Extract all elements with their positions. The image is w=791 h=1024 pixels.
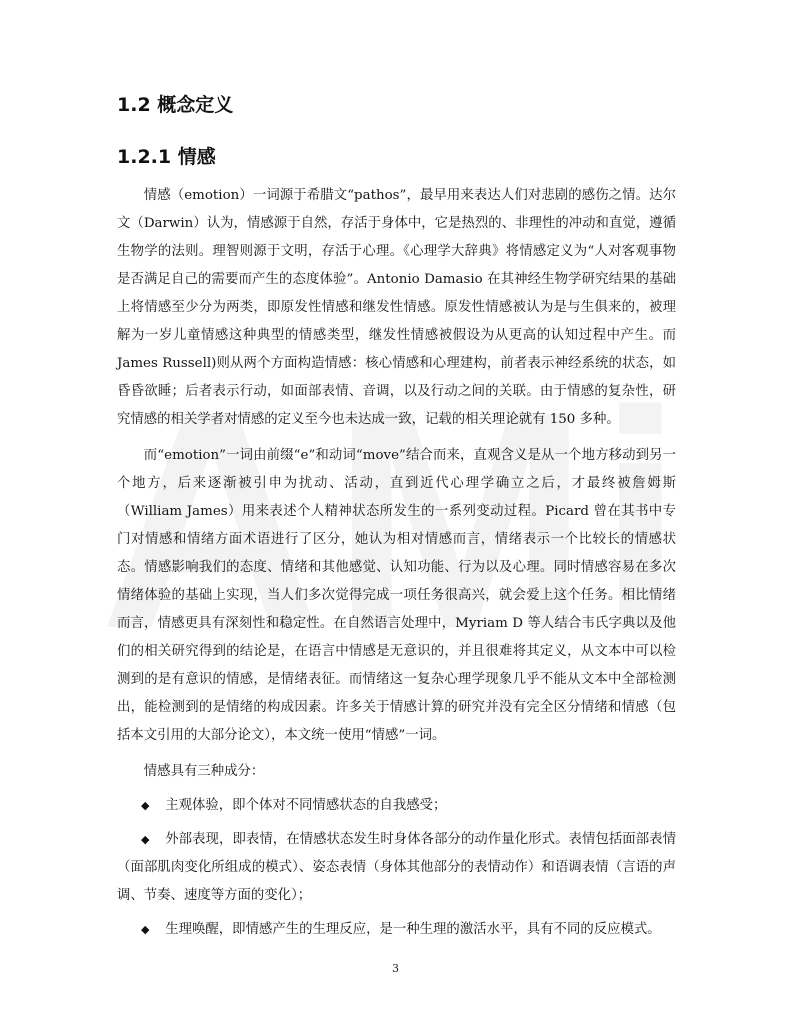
list-item-text: 生理唤醒，即情感产生的生理反应，是一种生理的激活水平，具有不同的反应模式。 <box>165 922 661 937</box>
bullet-icon: ◆ <box>141 799 150 812</box>
section-heading: 1.2 概念定义 <box>117 94 234 116</box>
list-item-text: 外部表现，即表情，在情感状态发生时身体各部分的动作量化形式。表情包括面部表情（面部肌肉变化所组成的模式）、姿态表情（身体其他部分的表情动作）和语调表情（言语的声调、节奏、速度等方面的变化）； <box>117 832 676 903</box>
page-content <box>117 88 676 950</box>
list-item <box>117 826 676 910</box>
paragraph-components-intro: 情感具有三种成分： <box>143 764 265 779</box>
paragraph-emotion-etymology: 而“emotion”一词由前缀“e”和动词“move”结合而来，直观含义是从一个地方移动到另一个地方，后来逐渐被引申为扰动、活动，直到近代心理学确立之后，才最终被詹姆斯（William James）用来表述个人精神状态所发生的一系列变动过程。Picard 曾在其书中专门对情感和情绪方面术语进行了区分，她认为相对情感而言，情绪表示一个比较长的情感状态。情感影响我们的态度、情绪和其他感觉、认知功能、行为以及心理。同时情感容易在多次情绪体验的基础上实现，当人们多次觉得完成一项任务很高兴，就会爱上这个任务。相比情绪而言，情感更具有深刻性和稳定性。在自然语言处理中，Myriam D 等人结合韦氏字典以及他们的相关研究得到的结论是，在语言中情感是无意识的，并且很难将其定义，从文本中可以检测到的是有意识的情感，是情绪表征。而情绪这一复杂心理学现象几乎不能从文本中全部检测出，能检测到的是情绪的构成因素。许多关于情感计算的研究并没有完全区分情绪和情感（包括本文引用的大部分论文），本文统一使用“情感”一词。 <box>117 448 676 743</box>
bullet-icon: ◆ <box>141 923 150 936</box>
paragraph-emotion-definition: 情感（emotion）一词源于希腊文“pathos”，最早用来表达人们对悲剧的感伤之情。达尔文（Darwin）认为，情感源于自然，存活于身体中，它是热烈的、非理性的冲动和直觉，遵循生物学的法则。理智则源于文明，存活于心理。《心理学大辞典》将情感定义为“人对客观事物是否满足自己的需要而产生的态度体验”。Antonio Damasio 在其神经生物学研究结果的基础上将情感至少分为两类，即原发性情感和继发性情感。原发性情感被认为是与生俱来的，被理解为一岁儿童情感这种典型的情感类型，继发性情感被假设为从更高的认知过程中产生。而 James Russell)则从两个方面构造情感：核心情感和心理建构，前者表示神经系统的状态，如昏昏欲睡；后者表示行动，如面部表情、音调，以及行动之间的关联。由于情感的复杂性，研究情感的相关学者对情感的定义至今也未达成一致，记载的相关理论就有 150 多种。 <box>117 188 676 427</box>
list-item <box>117 792 676 820</box>
bullet-icon: ◆ <box>141 833 150 846</box>
list-item-text: 主观体验，即个体对不同情感状态的自我感受； <box>165 798 447 813</box>
subsection-heading: 1.2.1 情感 <box>117 146 216 168</box>
list-item <box>117 916 676 944</box>
page-number: 3 <box>392 962 399 975</box>
